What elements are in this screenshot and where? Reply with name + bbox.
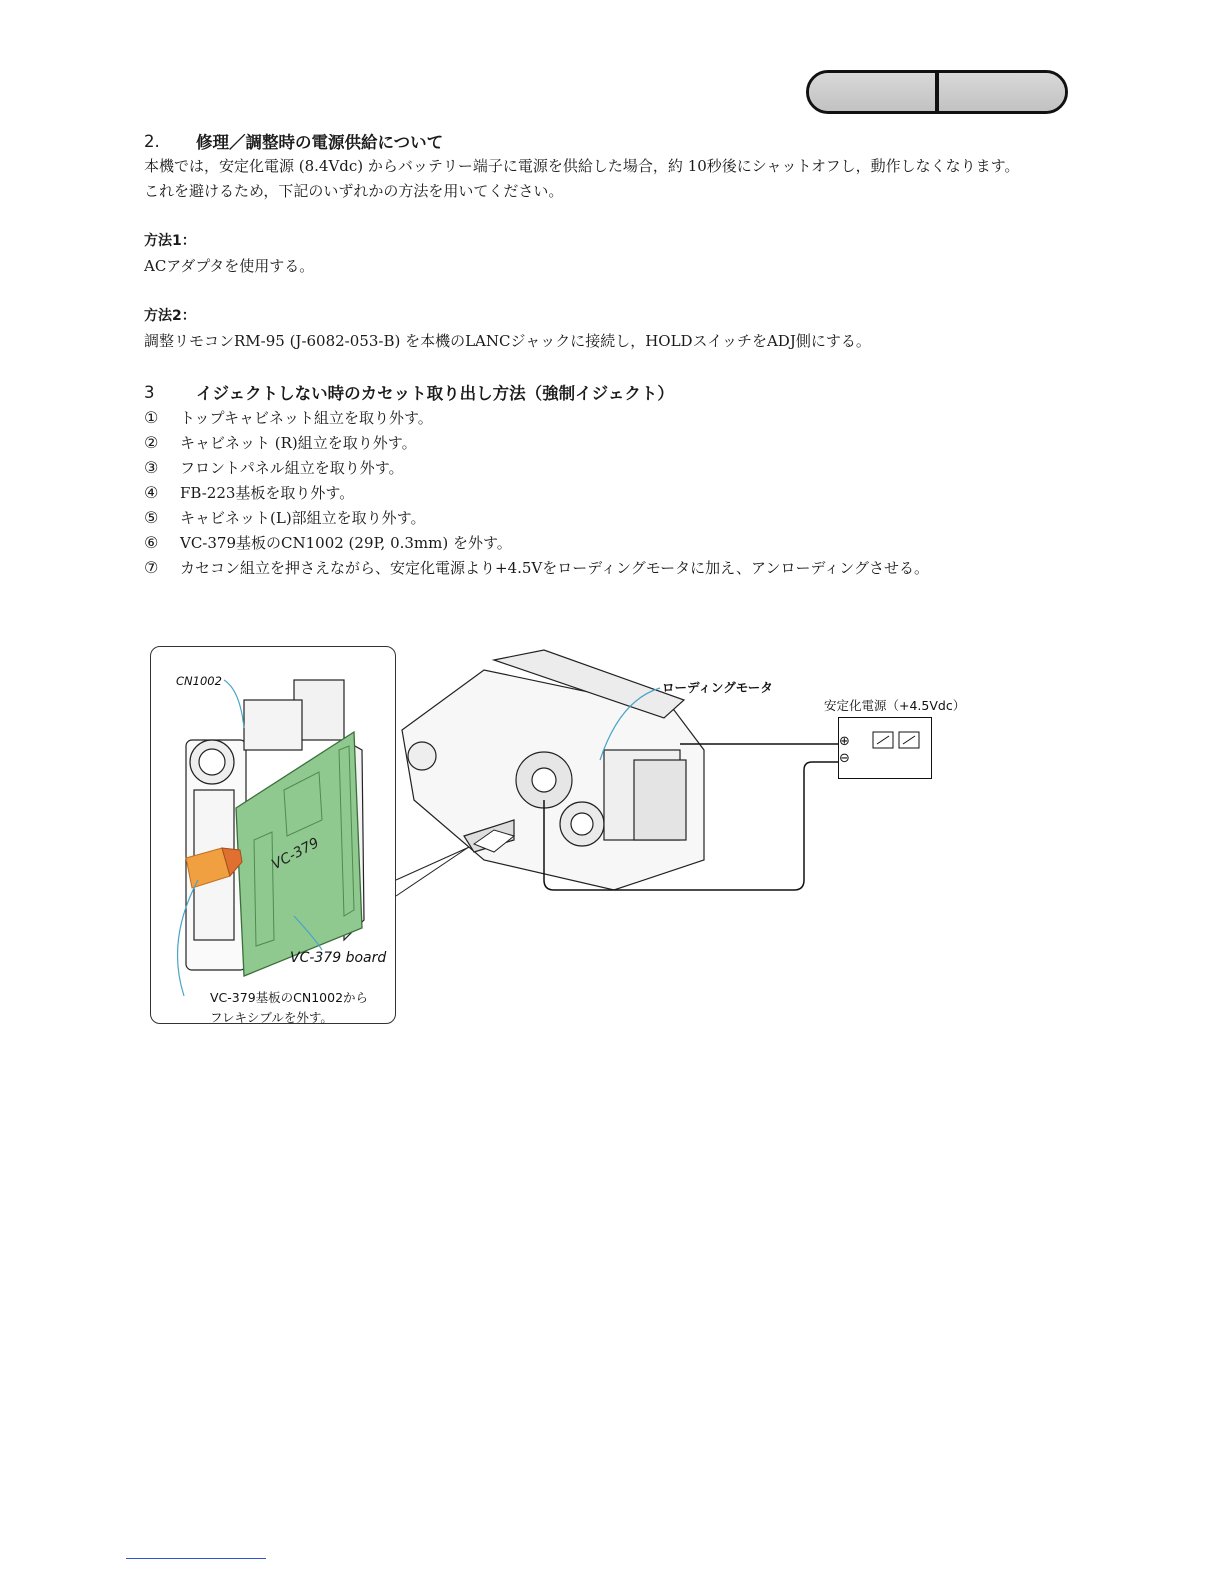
step-marker: ⑦ bbox=[144, 558, 159, 577]
nav-next-button[interactable] bbox=[935, 73, 1065, 111]
step-text: キャビネット(L)部組立を取り外す。 bbox=[180, 509, 426, 527]
section-number: 3 bbox=[144, 382, 155, 402]
method-1-text: ACアダプタを使用する。 bbox=[144, 257, 315, 275]
step-text: トップキャビネット組立を取り外す。 bbox=[180, 409, 433, 427]
footer-rule bbox=[126, 1558, 266, 1559]
psu-label: 安定化電源（+4.5Vdc） bbox=[824, 698, 966, 713]
step-marker: ① bbox=[144, 408, 159, 427]
cn1002-label: CN1002 bbox=[176, 674, 222, 688]
paragraph: 本機では，安定化電源 (8.4Vdc) からバッテリー端子に電源を供給した場合，約 10秒後にシャットオフし，動作しなくなります。 bbox=[144, 157, 1020, 175]
list-item bbox=[144, 455, 1084, 480]
list-item bbox=[144, 480, 1084, 505]
mechanism-drawing bbox=[402, 650, 704, 890]
list-item bbox=[144, 505, 1084, 530]
flex-note-line-1: VC-379基板のCN1002から bbox=[210, 990, 369, 1005]
power-supply-box bbox=[838, 717, 932, 779]
document-body bbox=[144, 128, 1084, 580]
meter-icon bbox=[839, 718, 933, 780]
method-1-label: 方法1： bbox=[144, 233, 196, 249]
section-3-heading bbox=[144, 379, 1084, 405]
list-item bbox=[144, 555, 1084, 580]
nav-pill bbox=[806, 70, 1068, 114]
section-title: 修理／調整時の電源供給について bbox=[196, 133, 444, 152]
minus-terminal: ⊖ bbox=[839, 751, 850, 766]
step-marker: ③ bbox=[144, 458, 159, 477]
step-text: カセコン組立を押さえながら、安定化電源より+4.5Vをローディングモータに加え、アンローディングさせる。 bbox=[180, 559, 929, 577]
method-2-text: 調整リモコンRM-95 (J-6082-053-B) を本機のLANCジャックに接続し，HOLDスイッチをADJ側にする。 bbox=[144, 332, 871, 350]
step-text: VC-379基板のCN1002 (29P, 0.3mm) を外す。 bbox=[180, 534, 512, 552]
step-text: フロントパネル組立を取り外す。 bbox=[180, 459, 404, 477]
step-marker: ② bbox=[144, 433, 159, 452]
plus-terminal: ⊕ bbox=[839, 734, 850, 749]
nav-prev-button[interactable] bbox=[809, 73, 935, 111]
step-text: キャビネット (R)組立を取り外す。 bbox=[180, 434, 417, 452]
step-list bbox=[144, 405, 1084, 580]
vc379-board-label: VC-379 board bbox=[290, 950, 387, 966]
section-title: イジェクトしない時のカセット取り出し方法（強制イジェクト） bbox=[196, 384, 674, 403]
list-item bbox=[144, 430, 1084, 455]
step-marker: ⑥ bbox=[144, 533, 159, 552]
loading-motor-label: ローディングモータ bbox=[662, 680, 773, 695]
method-2-label: 方法2： bbox=[144, 308, 196, 324]
step-marker: ⑤ bbox=[144, 508, 159, 527]
list-item bbox=[144, 530, 1084, 555]
disassembly-figure bbox=[144, 640, 966, 1032]
paragraph: これを避けるため，下記のいずれかの方法を用いてください。 bbox=[144, 182, 564, 200]
flex-note-line-2: フレキシブルを外す。 bbox=[210, 1010, 333, 1025]
list-item bbox=[144, 405, 1084, 430]
step-text: FB-223基板を取り外す。 bbox=[180, 484, 355, 502]
section-2-heading bbox=[144, 128, 1084, 154]
section-number: 2. bbox=[144, 131, 160, 151]
step-marker: ④ bbox=[144, 483, 159, 502]
vc379-label: VC-379 bbox=[269, 834, 322, 874]
